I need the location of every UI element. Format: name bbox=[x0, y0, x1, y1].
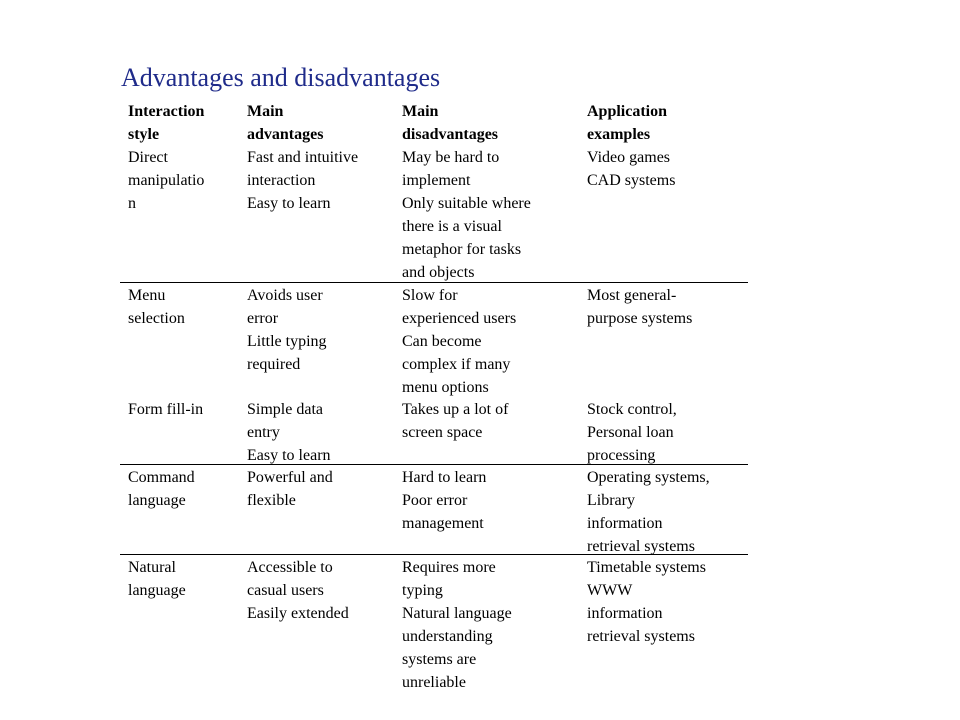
cell-line: error bbox=[247, 310, 279, 327]
row-natural-language-advantages bbox=[247, 556, 349, 625]
header-line: Main bbox=[402, 103, 439, 120]
row-command-language-style bbox=[128, 466, 195, 512]
cell-line: Slow for bbox=[402, 287, 458, 304]
cell-line: there is a visual bbox=[402, 218, 502, 235]
header-line: advantages bbox=[247, 126, 324, 143]
row-menu-selection-advantages bbox=[247, 284, 327, 376]
cell-line: manipulatio bbox=[128, 172, 205, 189]
cell-line: Personal loan bbox=[587, 424, 674, 441]
cell-line: Hard to learn bbox=[402, 469, 487, 486]
header-line: style bbox=[128, 126, 160, 143]
row-command-language-examples bbox=[587, 466, 710, 558]
cell-line: Poor error bbox=[402, 492, 468, 509]
header-main-advantages bbox=[247, 100, 323, 146]
cell-line: Little typing bbox=[247, 333, 327, 350]
page-title: Advantages and disadvantages bbox=[121, 63, 441, 92]
row-divider bbox=[120, 282, 748, 283]
row-menu-selection-disadvantages bbox=[402, 284, 516, 399]
header-line: examples bbox=[587, 126, 651, 143]
header-interaction-style bbox=[128, 100, 204, 146]
cell-line: Easily extended bbox=[247, 605, 349, 622]
cell-line: Simple data bbox=[247, 401, 323, 418]
header-line: Interaction bbox=[128, 103, 205, 120]
cell-line: Timetable systems bbox=[587, 559, 706, 576]
cell-line: retrieval systems bbox=[587, 628, 695, 645]
cell-line: Stock control, bbox=[587, 401, 677, 418]
row-command-language-advantages bbox=[247, 466, 333, 512]
cell-line: Can become bbox=[402, 333, 482, 350]
cell-line: complex if many bbox=[402, 356, 511, 373]
cell-line: retrieval systems bbox=[587, 538, 695, 555]
cell-line: metaphor for tasks bbox=[402, 241, 522, 258]
row-direct-manipulation-advantages bbox=[247, 146, 358, 215]
cell-line: flexible bbox=[247, 492, 296, 509]
cell-line: information bbox=[587, 605, 663, 622]
row-form-fill-in-disadvantages bbox=[402, 398, 508, 444]
cell-line: Easy to learn bbox=[247, 195, 331, 212]
cell-line: n bbox=[128, 195, 136, 212]
row-direct-manipulation-examples bbox=[587, 146, 675, 192]
row-natural-language-disadvantages bbox=[402, 556, 512, 694]
cell-line: May be hard to bbox=[402, 149, 500, 166]
row-form-fill-in-examples bbox=[587, 398, 677, 467]
cell-line: entry bbox=[247, 424, 280, 441]
cell-line: casual users bbox=[247, 582, 324, 599]
cell-line: Natural bbox=[128, 559, 176, 576]
cell-line: Easy to learn bbox=[247, 447, 331, 464]
cell-line: Command bbox=[128, 469, 195, 486]
cell-line: Fast and intuitive bbox=[247, 149, 359, 166]
header-application-examples bbox=[587, 100, 667, 146]
header-line: disadvantages bbox=[402, 126, 499, 143]
row-direct-manipulation-style bbox=[128, 146, 204, 215]
cell-line: interaction bbox=[247, 172, 316, 189]
row-divider bbox=[120, 464, 748, 465]
row-form-fill-in-style bbox=[128, 398, 203, 421]
cell-line: Menu bbox=[128, 287, 166, 304]
header-line: Main bbox=[247, 103, 284, 120]
cell-line: WWW bbox=[587, 582, 633, 599]
row-natural-language-examples bbox=[587, 556, 706, 648]
cell-line: Avoids user bbox=[247, 287, 323, 304]
row-natural-language-style bbox=[128, 556, 186, 602]
cell-line: purpose systems bbox=[587, 310, 693, 327]
cell-line: language bbox=[128, 492, 186, 509]
cell-line: information bbox=[587, 515, 663, 532]
header-main-disadvantages bbox=[402, 100, 498, 146]
row-menu-selection-examples bbox=[587, 284, 692, 330]
cell-line: systems are bbox=[402, 651, 477, 668]
cell-line: CAD systems bbox=[587, 172, 676, 189]
cell-line: and objects bbox=[402, 264, 475, 281]
cell-line: Only suitable where bbox=[402, 195, 531, 212]
cell-line: Powerful and bbox=[247, 469, 333, 486]
cell-line: processing bbox=[587, 447, 656, 464]
cell-line: Natural language bbox=[402, 605, 512, 622]
cell-line: typing bbox=[402, 582, 443, 599]
cell-line: Operating systems, bbox=[587, 469, 710, 486]
cell-line: Most general- bbox=[587, 287, 677, 304]
cell-line: management bbox=[402, 515, 484, 532]
row-command-language-disadvantages bbox=[402, 466, 486, 535]
cell-line: Video games bbox=[587, 149, 671, 166]
cell-line: screen space bbox=[402, 424, 483, 441]
cell-line: experienced users bbox=[402, 310, 517, 327]
cell-line: implement bbox=[402, 172, 471, 189]
cell-line: language bbox=[128, 582, 186, 599]
cell-line: Library bbox=[587, 492, 635, 509]
header-line: Application bbox=[587, 103, 668, 120]
cell-line: unreliable bbox=[402, 674, 466, 691]
cell-line: selection bbox=[128, 310, 185, 327]
cell-line: menu options bbox=[402, 379, 489, 396]
cell-line: Direct bbox=[128, 149, 168, 166]
row-divider bbox=[120, 554, 748, 555]
cell-line: required bbox=[247, 356, 301, 373]
cell-line: Requires more bbox=[402, 559, 496, 576]
cell-line: understanding bbox=[402, 628, 493, 645]
cell-line: Takes up a lot of bbox=[402, 401, 509, 418]
row-menu-selection-style bbox=[128, 284, 185, 330]
row-form-fill-in-advantages bbox=[247, 398, 331, 467]
cell-line: Accessible to bbox=[247, 559, 333, 576]
row-direct-manipulation-disadvantages bbox=[402, 146, 531, 284]
cell-line: Form fill-in bbox=[128, 401, 204, 418]
